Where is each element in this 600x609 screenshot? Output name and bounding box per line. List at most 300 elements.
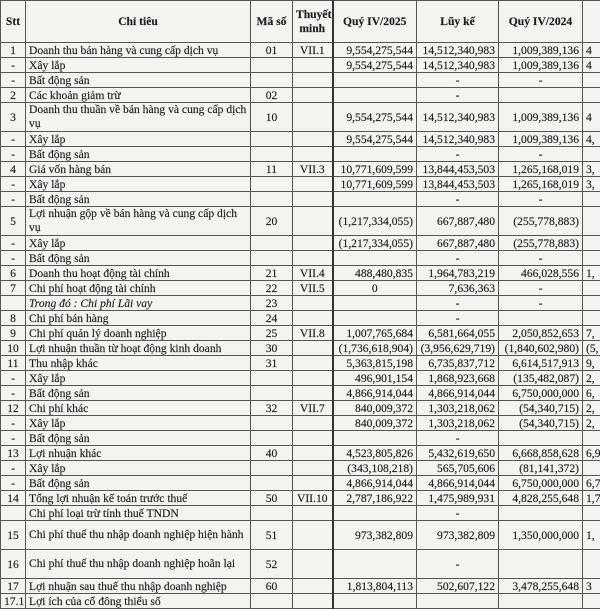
row-code: 60 (251, 579, 293, 594)
row-code: 22 (251, 281, 293, 296)
table-row (1, 162, 600, 177)
row-note (293, 251, 333, 266)
row-q2025: 5,363,815,198 (333, 356, 417, 371)
row-note (293, 311, 333, 326)
header-stt: Stt (1, 1, 26, 43)
row-q2024: 1,009,389,136 (499, 103, 583, 132)
row-q2025 (333, 594, 417, 609)
row-label: Trong đó : Chi phí Lãi vay (26, 296, 251, 311)
row-stt: 2 (1, 88, 26, 103)
row-extra: (5, (583, 341, 600, 356)
row-code: 21 (251, 266, 293, 281)
row-q2024 (499, 506, 583, 521)
table-row (1, 386, 600, 401)
row-stt: 15 (1, 521, 26, 550)
row-cumulative: 1,868,923,668 (417, 371, 499, 386)
row-label: Doanh thu bán hàng và cung cấp dịch vụ (26, 43, 251, 58)
row-label: Xây lắp (26, 177, 251, 192)
row-code: 32 (251, 401, 293, 416)
row-q2024: 2,050,852,653 (499, 326, 583, 341)
row-q2025: 488,480,835 (333, 266, 417, 281)
row-stt: 14 (1, 491, 26, 506)
row-q2025: 496,901,154 (333, 371, 417, 386)
row-stt: - (1, 192, 26, 207)
row-code: 10 (251, 103, 293, 132)
row-code (251, 431, 293, 446)
row-note (293, 579, 333, 594)
row-stt (1, 296, 26, 311)
row-cumulative: - (417, 147, 499, 162)
row-stt: - (1, 461, 26, 476)
row-code: 50 (251, 491, 293, 506)
row-q2024 (499, 550, 583, 579)
row-note: VII.8 (293, 326, 333, 341)
row-label: Bất động sản (26, 386, 251, 401)
row-note (293, 236, 333, 251)
row-code: 11 (251, 162, 293, 177)
row-extra: 6,7 (583, 476, 600, 491)
row-q2025: (343,108,218) (333, 461, 417, 476)
row-extra: 4 (583, 58, 600, 73)
row-cumulative: - (417, 192, 499, 207)
row-q2025 (333, 506, 417, 521)
row-cumulative: - (417, 296, 499, 311)
row-q2024: 1,009,389,136 (499, 58, 583, 73)
table-row (1, 58, 600, 73)
table-row (1, 236, 600, 251)
row-label: Thu nhập khác (26, 356, 251, 371)
row-label: Xây lắp (26, 236, 251, 251)
row-label: Bất động sản (26, 251, 251, 266)
table-row (1, 103, 600, 132)
row-q2025: 9,554,275,544 (333, 132, 417, 147)
row-extra (583, 192, 600, 207)
table-row (1, 326, 600, 341)
row-code (251, 371, 293, 386)
row-note (293, 431, 333, 446)
row-cumulative: 6,735,837,712 (417, 356, 499, 371)
row-code: 52 (251, 550, 293, 579)
row-code (251, 192, 293, 207)
table-row (1, 356, 600, 371)
row-q2025: (1,217,334,055) (333, 207, 417, 236)
table-row (1, 207, 600, 236)
row-code: 25 (251, 326, 293, 341)
table-row (1, 550, 600, 579)
row-extra: 2, (583, 371, 600, 386)
row-cumulative: 502,607,122 (417, 579, 499, 594)
row-note (293, 416, 333, 431)
row-note: VII.4 (293, 266, 333, 281)
row-extra: 4 (583, 103, 600, 132)
row-label: Giá vốn hàng bán (26, 162, 251, 177)
row-stt: 5 (1, 207, 26, 236)
row-extra (583, 207, 600, 236)
row-code (251, 386, 293, 401)
row-q2025: 9,554,275,544 (333, 103, 417, 132)
row-q2024 (499, 311, 583, 326)
row-note: VII.3 (293, 162, 333, 177)
row-q2025: 840,009,372 (333, 401, 417, 416)
row-extra (583, 594, 600, 609)
row-cumulative: 5,432,619,650 (417, 446, 499, 461)
row-q2024: 1,009,389,136 (499, 132, 583, 147)
row-q2025 (333, 73, 417, 88)
row-cumulative: - (417, 431, 499, 446)
row-label: Các khoản giảm trừ (26, 88, 251, 103)
row-q2024: 6,750,000,000 (499, 386, 583, 401)
table-row (1, 431, 600, 446)
row-q2024: (54,340,715) (499, 416, 583, 431)
header-code: Mã số (251, 1, 293, 43)
row-cumulative: 667,887,480 (417, 236, 499, 251)
row-code (251, 251, 293, 266)
row-q2024: (255,778,883) (499, 207, 583, 236)
row-note (293, 341, 333, 356)
row-code: 24 (251, 311, 293, 326)
row-label: Lợi nhuận khác (26, 446, 251, 461)
row-extra (583, 461, 600, 476)
row-q2024 (499, 594, 583, 609)
header-cumulative: Lũy kế (417, 1, 499, 43)
row-cumulative: - (417, 73, 499, 88)
row-extra: 9, (583, 356, 600, 371)
row-stt: - (1, 73, 26, 88)
row-label: Xây lắp (26, 58, 251, 73)
row-stt: - (1, 431, 26, 446)
row-stt (1, 506, 26, 521)
row-stt: 17.1 (1, 594, 26, 609)
row-q2024: (81,141,372) (499, 461, 583, 476)
row-q2024: 6,668,858,628 (499, 446, 583, 461)
row-code (251, 58, 293, 73)
row-cumulative: - (417, 311, 499, 326)
row-extra: 7, (583, 326, 600, 341)
row-cumulative: 973,382,809 (417, 521, 499, 550)
row-q2024: 6,614,517,913 (499, 356, 583, 371)
row-label: Doanh thu thuần về bán hàng và cung cấp dịch vụ (26, 103, 251, 132)
row-q2024: 3,478,255,648 (499, 579, 583, 594)
table-row (1, 521, 600, 550)
row-q2024: (255,778,883) (499, 236, 583, 251)
row-code: 40 (251, 446, 293, 461)
row-note (293, 177, 333, 192)
row-q2024: 466,028,556 (499, 266, 583, 281)
row-stt: 6 (1, 266, 26, 281)
row-stt: - (1, 416, 26, 431)
row-code: 02 (251, 88, 293, 103)
row-note: VII.5 (293, 281, 333, 296)
header-q2024: Quý IV/2024 (499, 1, 583, 43)
row-stt: - (1, 147, 26, 162)
table-row (1, 73, 600, 88)
row-code: 20 (251, 207, 293, 236)
row-stt: - (1, 177, 26, 192)
row-cumulative: 14,512,340,983 (417, 103, 499, 132)
row-q2024: 1,265,168,019 (499, 162, 583, 177)
row-code: 23 (251, 296, 293, 311)
row-extra: 2, (583, 401, 600, 416)
row-q2025: 10,771,609,599 (333, 162, 417, 177)
header-label: Chỉ tiêu (26, 1, 251, 43)
row-note (293, 594, 333, 609)
row-extra (583, 73, 600, 88)
row-code: 51 (251, 521, 293, 550)
row-q2025: 9,554,275,544 (333, 43, 417, 58)
row-label: Tổng lợi nhuận kế toán trước thuế (26, 491, 251, 506)
table-row (1, 43, 600, 58)
row-note (293, 476, 333, 491)
row-stt: 8 (1, 311, 26, 326)
row-note: VII.7 (293, 401, 333, 416)
row-q2025: 4,866,914,044 (333, 386, 417, 401)
row-note (293, 103, 333, 132)
row-q2025: 4,523,805,826 (333, 446, 417, 461)
row-extra (583, 550, 600, 579)
table-row (1, 147, 600, 162)
row-q2025: (1,736,618,904) (333, 341, 417, 356)
row-note (293, 461, 333, 476)
row-label: Xây lắp (26, 132, 251, 147)
row-note (293, 506, 333, 521)
row-note: VII.1 (293, 43, 333, 58)
row-extra: 6, (583, 386, 600, 401)
row-stt: 1 (1, 43, 26, 58)
row-q2024: - (499, 251, 583, 266)
row-label: Chi phí thuế thu nhập doanh nghiệp hiện hành (26, 521, 251, 550)
row-label: Chi phí loại trừ tính thuế TNDN (26, 506, 251, 521)
row-note (293, 550, 333, 579)
row-stt: 3 (1, 103, 26, 132)
row-note (293, 356, 333, 371)
row-note (293, 386, 333, 401)
row-note (293, 58, 333, 73)
row-note: VII.10 (293, 491, 333, 506)
table-row (1, 506, 600, 521)
table-row (1, 132, 600, 147)
row-note (293, 132, 333, 147)
row-stt: 13 (1, 446, 26, 461)
row-q2024: 1,350,000,000 (499, 521, 583, 550)
row-cumulative: 4,866,914,044 (417, 476, 499, 491)
row-note (293, 147, 333, 162)
row-cumulative: - (417, 550, 499, 579)
row-q2024: - (499, 281, 583, 296)
table-row (1, 446, 600, 461)
row-extra (583, 296, 600, 311)
row-q2024: 1,265,168,019 (499, 177, 583, 192)
row-cumulative: - (417, 251, 499, 266)
row-stt: 4 (1, 162, 26, 177)
row-code (251, 132, 293, 147)
row-extra (583, 281, 600, 296)
row-cumulative: (3,956,629,719) (417, 341, 499, 356)
row-cumulative: 13,844,453,503 (417, 177, 499, 192)
row-cumulative: 14,512,340,983 (417, 43, 499, 58)
row-extra: 1, (583, 266, 600, 281)
table-row (1, 266, 600, 281)
header-extra (583, 1, 600, 43)
row-q2024 (499, 88, 583, 103)
row-cumulative: 1,475,989,931 (417, 491, 499, 506)
row-label: Lợi nhuận gộp về bán hàng và cung cấp dịch vụ (26, 207, 251, 236)
row-cumulative: 1,964,783,219 (417, 266, 499, 281)
row-extra: 3, (583, 177, 600, 192)
row-label: Bất động sản (26, 73, 251, 88)
row-q2025 (333, 550, 417, 579)
row-code (251, 147, 293, 162)
row-q2025: 2,787,186,922 (333, 491, 417, 506)
row-label: Xây lắp (26, 371, 251, 386)
row-stt: - (1, 132, 26, 147)
table-row (1, 281, 600, 296)
row-q2025 (333, 311, 417, 326)
row-label: Bất động sản (26, 192, 251, 207)
row-label: Lợi nhuận thuần từ hoạt động kinh doanh (26, 341, 251, 356)
row-q2025 (333, 88, 417, 103)
table-body (1, 43, 600, 609)
row-code: 01 (251, 43, 293, 58)
row-cumulative: 13,844,453,503 (417, 162, 499, 177)
row-q2024: (135,482,087) (499, 371, 583, 386)
row-label: Chi phí thuế thu nhập doanh nghiệp hoãn lại (26, 550, 251, 579)
row-q2025: 4,866,914,044 (333, 476, 417, 491)
row-extra: 1,7 (583, 491, 600, 506)
row-cumulative (417, 594, 499, 609)
row-code (251, 506, 293, 521)
row-q2024: 6,750,000,000 (499, 476, 583, 491)
row-extra: 4, (583, 132, 600, 147)
row-code (251, 476, 293, 491)
row-q2024: - (499, 73, 583, 88)
row-stt: - (1, 58, 26, 73)
row-note (293, 521, 333, 550)
row-label: Lợi nhuận sau thuế thu nhập doanh nghiệp (26, 579, 251, 594)
row-cumulative: 4,866,914,044 (417, 386, 499, 401)
table-row (1, 341, 600, 356)
row-q2024: - (499, 296, 583, 311)
row-q2024: (54,340,715) (499, 401, 583, 416)
row-q2025: 10,771,609,599 (333, 177, 417, 192)
header-note: Thuyết minh (293, 1, 333, 43)
row-stt: - (1, 476, 26, 491)
row-extra (583, 251, 600, 266)
table-row (1, 401, 600, 416)
table-row (1, 251, 600, 266)
row-extra: 4 (583, 43, 600, 58)
row-q2024 (499, 431, 583, 446)
row-note (293, 296, 333, 311)
row-stt: - (1, 371, 26, 386)
row-code (251, 73, 293, 88)
row-label: Bất động sản (26, 476, 251, 491)
row-code (251, 236, 293, 251)
row-cumulative: 6,581,664,055 (417, 326, 499, 341)
row-cumulative: - (417, 506, 499, 521)
row-extra: 3 (583, 579, 600, 594)
row-q2025 (333, 431, 417, 446)
row-q2024: 1,009,389,136 (499, 43, 583, 58)
table-header-row (1, 1, 600, 43)
table-row (1, 192, 600, 207)
row-stt: 9 (1, 326, 26, 341)
row-q2024: - (499, 192, 583, 207)
row-label: Xây lắp (26, 461, 251, 476)
row-label: Xây lắp (26, 416, 251, 431)
table-row (1, 371, 600, 386)
row-label: Lợi ích của cổ đông thiểu số (26, 594, 251, 609)
row-cumulative: 1,303,218,062 (417, 416, 499, 431)
row-q2024: (1,840,602,980) (499, 341, 583, 356)
row-q2025: 0 (333, 281, 417, 296)
row-extra: 2, (583, 416, 600, 431)
row-label: Chi phí quản lý doanh nghiệp (26, 326, 251, 341)
row-stt: 7 (1, 281, 26, 296)
row-extra (583, 236, 600, 251)
row-stt: 10 (1, 341, 26, 356)
row-q2025: 1,813,804,113 (333, 579, 417, 594)
row-code (251, 461, 293, 476)
row-label: Chi phí hoạt động tài chính (26, 281, 251, 296)
row-extra (583, 88, 600, 103)
row-cumulative: - (417, 88, 499, 103)
row-stt: 16 (1, 550, 26, 579)
row-cumulative: 14,512,340,983 (417, 132, 499, 147)
row-code: 30 (251, 341, 293, 356)
row-q2025: (1,217,334,055) (333, 236, 417, 251)
row-q2024: - (499, 147, 583, 162)
row-extra (583, 147, 600, 162)
row-code (251, 416, 293, 431)
row-stt: 17 (1, 579, 26, 594)
table-row (1, 461, 600, 476)
row-code (251, 594, 293, 609)
row-extra (583, 431, 600, 446)
row-code (251, 177, 293, 192)
table-row (1, 579, 600, 594)
row-label: Bất động sản (26, 147, 251, 162)
row-note (293, 446, 333, 461)
row-extra: 1, (583, 521, 600, 550)
row-cumulative: 1,303,218,062 (417, 401, 499, 416)
row-note (293, 88, 333, 103)
row-q2025: 1,007,765,684 (333, 326, 417, 341)
row-q2025: 9,554,275,544 (333, 58, 417, 73)
row-cumulative: 14,512,340,983 (417, 58, 499, 73)
row-q2025 (333, 251, 417, 266)
row-stt: - (1, 251, 26, 266)
row-q2025 (333, 192, 417, 207)
row-note (293, 192, 333, 207)
row-stt: 12 (1, 401, 26, 416)
row-q2025: 973,382,809 (333, 521, 417, 550)
row-extra: 6,9 (583, 446, 600, 461)
row-q2024: 4,828,255,648 (499, 491, 583, 506)
row-extra (583, 311, 600, 326)
row-label: Chi phí bán hàng (26, 311, 251, 326)
row-label: Doanh thu hoạt động tài chính (26, 266, 251, 281)
row-q2025 (333, 296, 417, 311)
table-row (1, 88, 600, 103)
row-stt: - (1, 386, 26, 401)
row-note (293, 207, 333, 236)
table-row (1, 311, 600, 326)
table-row (1, 296, 600, 311)
table-row (1, 491, 600, 506)
table-row (1, 594, 600, 609)
table-row (1, 416, 600, 431)
row-note (293, 73, 333, 88)
